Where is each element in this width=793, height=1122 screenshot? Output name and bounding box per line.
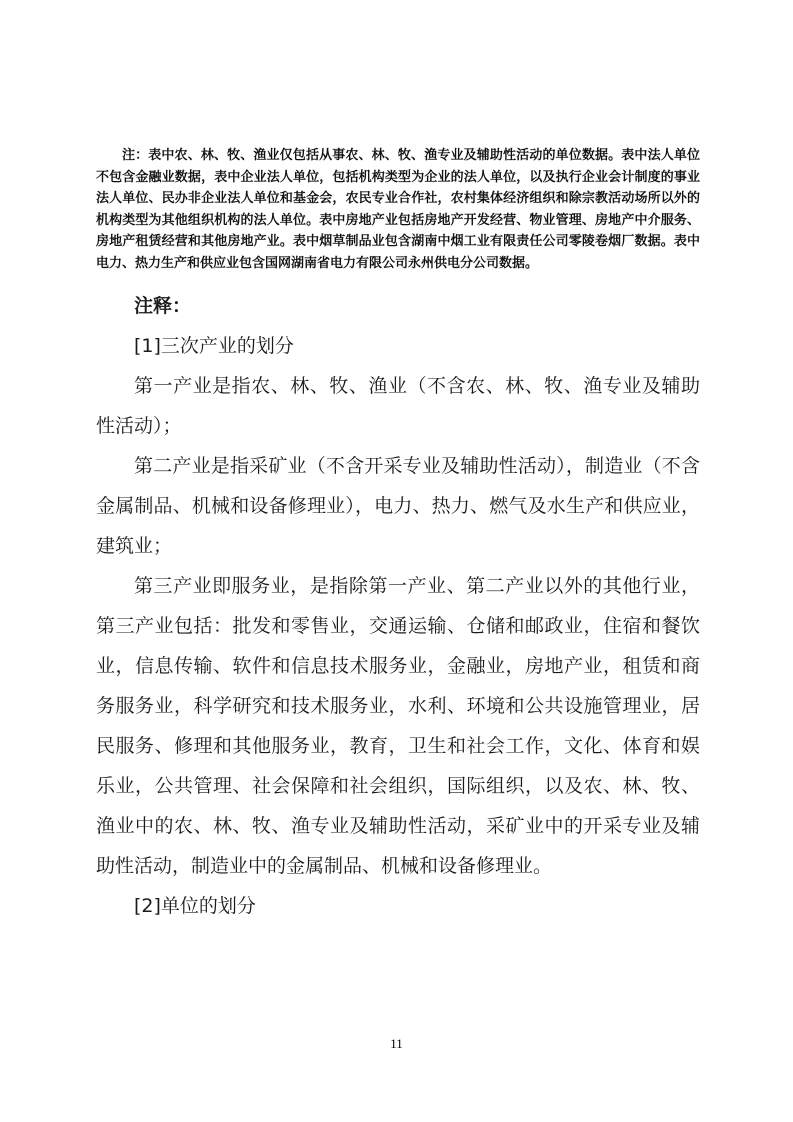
note-item-2-title: [2]单位的划分	[134, 895, 256, 917]
table-note-paragraph: 注：表中农、林、牧、渔业仅包括从事农、林、牧、渔专业及辅助性活动的单位数据。表中法人单位不包含金融业数据，表中企业法人单位，包括机构类型为企业的法人单位，以及执行企业会计制度的事业法人单位、民办非企业法人单位和基金会，农民专业合作社，农村集体经济组织和除宗教活动场所以外的机构类型为其他组织机构的法人单位。表中房地产业包括房地产开发经营、物业管理、房地产中介服务、房地产租赁经营和其他房地产业。表中烟草制品业包含湖南中烟工业有限责任公司零陵卷烟厂数据。表中电力、热力生产和供应业包含国网湖南省电力有限公司永州供电分公司数据。	[96, 148, 700, 271]
notes-heading: 注释：	[134, 295, 192, 317]
paragraph-primary-industry: 第一产业是指农、林、牧、渔业（不含农、林、牧、渔专业及辅助性活动）；	[96, 375, 700, 437]
paragraph-secondary-industry: 第二产业是指采矿业（不含开采专业及辅助性活动），制造业（不含金属制品、机械和设备修理业），电力、热力、燃气及水生产和供应业，建筑业；	[96, 455, 700, 557]
paragraph-tertiary-industry: 第三产业即服务业，是指除第一产业、第二产业以外的其他行业，第三产业包括：批发和零售业，交通运输、仓储和邮政业，住宿和餐饮业，信息传输、软件和信息技术服务业，金融业，房地产业，租赁和商务服务业，科学研究和技术服务业，水利、环境和公共设施管理业，居民服务、修理和其他服务业，教育，卫生和社会工作，文化、体育和娱乐业，公共管理、社会保障和社会组织，国际组织，以及农、林、牧、渔业中的农、林、牧、渔专业及辅助性活动，采矿业中的开采专业及辅助性活动，制造业中的金属制品、机械和设备修理业。	[96, 575, 700, 877]
page-number: 11	[390, 1036, 403, 1051]
note-item-1-title: [1]三次产业的划分	[134, 335, 294, 357]
notes-section	[96, 286, 700, 926]
